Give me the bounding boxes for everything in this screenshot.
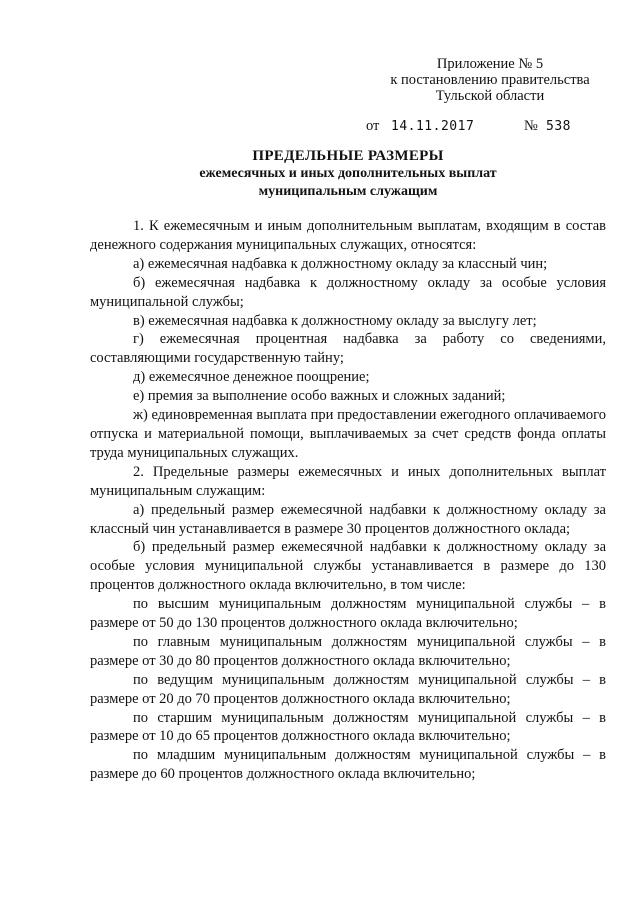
paragraph: 1. К ежемесячным и иным дополнительным выплатам, входящим в состав денежного содержания муниципальных служащих, относятся: — [90, 218, 606, 253]
paragraph: б) предельный размер ежемесячной надбавки к должностному окладу за особые условия муниципальной службы устанавливается в размере до 130 процентов должностного оклада включительно, в том числе: — [90, 539, 606, 594]
paragraph: по высшим муниципальным должностям муниципальной службы – в размере от 50 до 130 процентов должностного оклада включительно; — [90, 596, 606, 632]
paragraph: ж) единовременная выплата при предоставлении ежегодного оплачиваемого отпуска и материальной помощи, выплачиваемых за счет средств фонда оплаты труда муниципальных служащих. — [90, 407, 606, 461]
paragraph: а) ежемесячная надбавка к должностному окладу за классный чин; — [133, 255, 548, 272]
appendix-region: Тульской области — [435, 88, 545, 104]
paragraph: д) ежемесячное денежное поощрение; — [133, 369, 370, 386]
document-body — [90, 217, 606, 784]
title-line-3: муниципальным служащим — [258, 184, 438, 199]
paragraph: б) ежемесячная надбавка к должностному окладу за особые условия муниципальной службы; — [90, 274, 606, 310]
paragraph: по главным муниципальным должностям муниципальной службы – в размере от 30 до 80 процентов должностного оклада включительно; — [90, 633, 606, 669]
paragraph: г) ежемесячная процентная надбавка за работу со сведениями, составляющими государственную тайну; — [90, 331, 606, 367]
paragraph: 2. Предельные размеры ежемесячных и иных дополнительных выплат муниципальным служащим: — [90, 463, 606, 499]
paragraph: по младшим муниципальным должностям муниципальной службы – в размере до 60 процентов должностного оклада включительно; — [90, 747, 606, 783]
title-line-2: ежемесячных и иных дополнительных выплат — [199, 166, 497, 181]
appendix-header — [360, 56, 620, 104]
document-title — [90, 147, 606, 201]
appendix-title: Приложение № 5 — [436, 56, 544, 72]
paragraph: по ведущим муниципальным должностям муниципальной службы – в размере от 20 до 70 процентов должностного оклада включительно; — [90, 671, 606, 707]
date-prefix: от — [366, 118, 380, 134]
paragraph: по старшим муниципальным должностям муниципальной службы – в размере от 10 до 65 процентов должностного оклада включительно; — [90, 709, 606, 745]
title-main: ПРЕДЕЛЬНЫЕ РАЗМЕРЫ — [252, 148, 444, 164]
paragraph: а) предельный размер ежемесячной надбавки к должностному окладу за классный чин устанавливается в размере 30 процентов должностного оклада; — [90, 501, 606, 537]
appendix-resolution-ref: к постановлению правительства — [390, 72, 590, 88]
paragraph: е) премия за выполнение особо важных и сложных заданий; — [133, 388, 506, 405]
document-date: 14.11.2017 — [391, 119, 475, 134]
paragraph: в) ежемесячная надбавка к должностному окладу за выслугу лет; — [133, 312, 537, 329]
document-number: 538 — [546, 119, 571, 134]
number-sign: № — [524, 118, 538, 134]
